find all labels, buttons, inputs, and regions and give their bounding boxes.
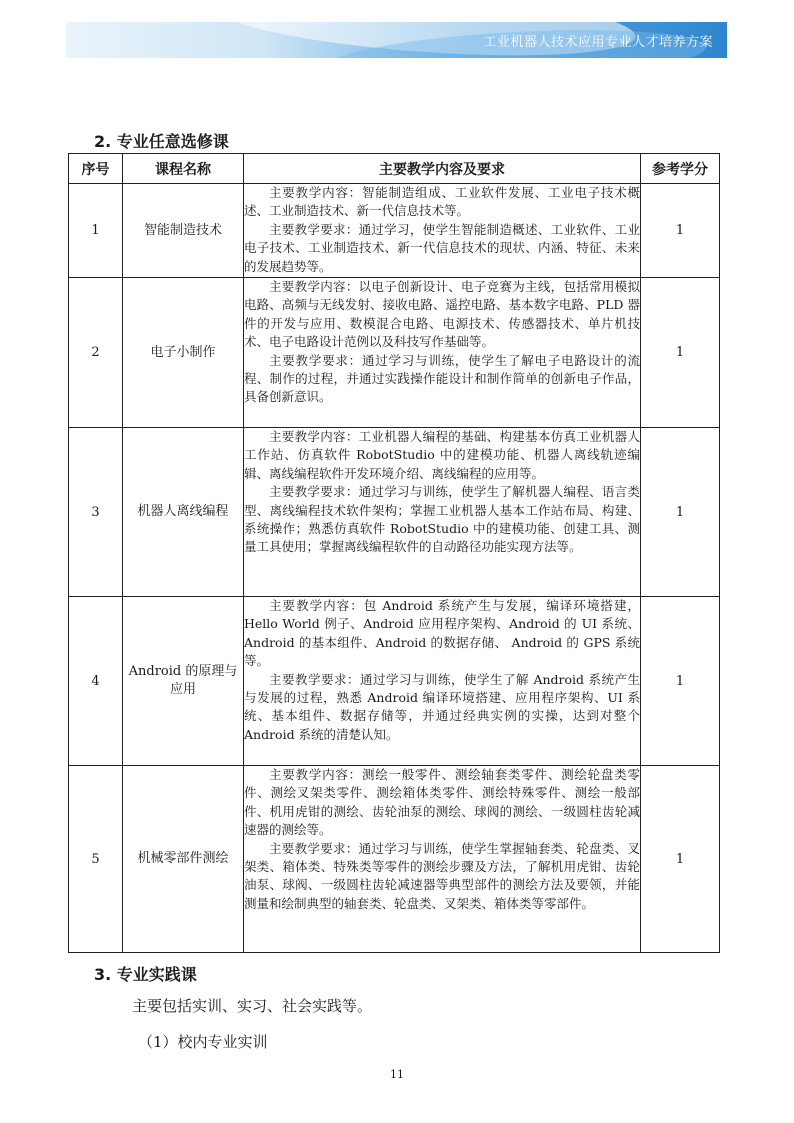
section-heading-practice: 3. 专业实践课 <box>94 965 197 984</box>
row-number: 3 <box>69 428 123 597</box>
course-name: 智能制造技术 <box>123 184 244 278</box>
header-content: 主要教学内容及要求 <box>244 154 641 184</box>
course-description <box>244 428 641 597</box>
row-number: 5 <box>69 766 123 953</box>
course-name: 电子小制作 <box>123 278 244 428</box>
table-header-row <box>69 154 720 184</box>
teaching-content: 主要教学内容：以电子创新设计、电子竞赛为主线，包括常用模拟电路、高频与无线发射、接收电路、遥控电路、基本数字电路、PLD 器件的开发与应用、数模混合电路、电源技术、传感器技术、单片机技术、电子电路设计范例以及科技写作基础等。 <box>244 279 640 350</box>
course-description <box>244 597 641 766</box>
header-course-name: 课程名称 <box>123 154 244 184</box>
table-row <box>69 278 720 428</box>
subsection-heading-on-campus-training: （1）校内专业实训 <box>138 1033 268 1051</box>
course-description <box>244 184 641 278</box>
teaching-requirement: 主要教学要求：通过学习与训练，使学生了解电子电路设计的流程、制作的过程，并通过实践操作能设计和制作简单的创新电子作品，具备创新意识。 <box>244 352 640 405</box>
course-credit: 1 <box>641 278 720 428</box>
course-description <box>244 766 641 953</box>
header-credit: 参考学分 <box>641 154 720 184</box>
teaching-content: 主要教学内容：智能制造组成、工业软件发展、工业电子技术概述、工业制造技术、新一代信息技术等。 <box>244 185 640 219</box>
header-number: 序号 <box>69 154 123 184</box>
header-banner <box>66 22 727 58</box>
course-description <box>244 278 641 428</box>
page-number: 11 <box>390 1068 404 1081</box>
section-heading-electives: 2. 专业任意选修课 <box>94 132 229 151</box>
table-row <box>69 766 720 953</box>
table-row <box>69 428 720 597</box>
course-credit: 1 <box>641 184 720 278</box>
document-title: 工业机器人技术应用专业人才培养方案 <box>483 35 713 50</box>
practice-intro-text: 主要包括实训、实习、社会实践等。 <box>132 997 373 1015</box>
row-number: 4 <box>69 597 123 766</box>
course-name: 机械零部件测绘 <box>123 766 244 953</box>
teaching-requirement: 主要教学要求：通过学习与训练，使学生了解 Android 系统产生与发展的过程，熟悉 Android 编译环境搭建、应用程序架构、UI 系统、基本组件、数据存储等，并通过经典实例的实操，达到对整个 Android 系统的清楚认知。 <box>244 671 640 742</box>
teaching-content: 主要教学内容：测绘一般零件、测绘轴套类零件、测绘轮盘类零件、测绘叉架类零件、测绘箱体类零件、测绘特殊零件、测绘一般部件、机用虎钳的测绘、齿轮油泵的测绘、球阀的测绘、一级圆柱齿轮减速器的测绘等。 <box>244 767 640 838</box>
row-number: 1 <box>69 184 123 278</box>
teaching-requirement: 主要教学要求：通过学习，使学生智能制造概述、工业软件、工业电子技术、工业制造技术、新一代信息技术的现状、内涵、特征、未来的发展趋势等。 <box>244 221 640 274</box>
elective-courses-table <box>68 153 720 953</box>
table-row <box>69 184 720 278</box>
teaching-content: 主要教学内容：工业机器人编程的基础、构建基本仿真工业机器人工作站、仿真软件 RobotStudio 中的建模功能、机器人离线轨迹编辑、离线编程软件开发环境介绍、离线编程的应用等。 <box>244 429 640 481</box>
row-number: 2 <box>69 278 123 428</box>
teaching-requirement: 主要教学要求：通过学习与训练，使学生了解机器人编程、语言类型、离线编程技术软件架构；掌握工业机器人基本工作站布局、构建、系统操作；熟悉仿真软件 RobotStudio 中的建模功能、创建工具、测量工具使用；掌握离线编程软件的自动路径功能实现方法等。 <box>244 484 640 555</box>
teaching-content: 主要教学内容：包 Android 系统产生与发展，编译环境搭建，Hello World 例子、Android 应用程序架构、Android 的 UI 系统、Android 的基本组件、Android 的数据存储、 Android 的 GPS 系统等。 <box>244 598 640 669</box>
course-name: 机器人离线编程 <box>123 428 244 597</box>
table-row <box>69 597 720 766</box>
course-credit: 1 <box>641 428 720 597</box>
course-name: Android 的原理与应用 <box>123 597 244 766</box>
course-credit: 1 <box>641 766 720 953</box>
course-credit: 1 <box>641 597 720 766</box>
teaching-requirement: 主要教学要求：通过学习与训练，使学生掌握轴套类、轮盘类、叉架类、箱体类、特殊类等零件的测绘步骤及方法，了解机用虎钳、齿轮油泵、球阀、一级圆柱齿轮减速器等典型部件的测绘方法及要领，并能测量和绘制典型的轴套类、轮盘类、叉架类、箱体类等零部件。 <box>244 840 640 911</box>
